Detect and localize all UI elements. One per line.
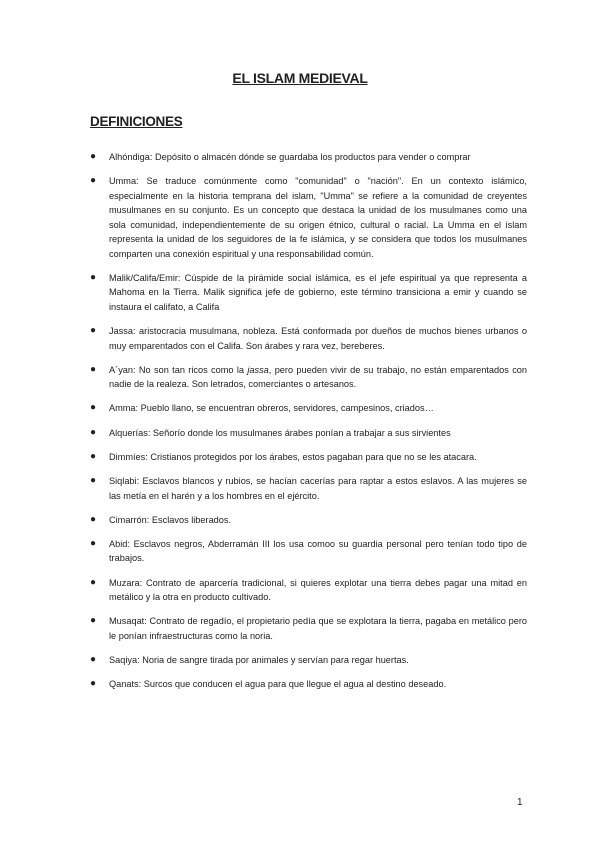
definition-term: A´yan: [109, 364, 136, 375]
bullet-icon: ● [90, 325, 97, 337]
definition-term: Cimarrón: [109, 514, 150, 525]
definition-text: Cristianos protegidos por los árabes, estos pagaban para que no se les atacara. [147, 451, 477, 462]
bullet-icon: ● [90, 450, 97, 462]
bullet-icon: ● [90, 426, 97, 438]
bullet-icon: ● [90, 537, 97, 549]
definition-term: Dimmíes: [109, 451, 148, 462]
definition-item [90, 474, 527, 503]
bullet-icon: ● [90, 363, 97, 375]
definition-item [90, 653, 527, 668]
bullet-icon: ● [90, 576, 97, 588]
definition-text: aristocracia musulmana, nobleza. Está conformada por dueños de muchos bienes urbanos o muy emparentados con el Califa. Son árabes y rara vez, bereberes. [109, 326, 527, 351]
definition-item [90, 614, 527, 643]
definition-term: Alquerías: [109, 427, 151, 438]
definition-text: Contrato de regadío, el propietario pedía que se explotara la tierra, pagaba en metálico pero le ponían infraestructuras como la noria. [109, 616, 527, 641]
definition-term: Musaqat: [109, 616, 147, 627]
definition-text: Cúspide de la pirámide social islámica, es el jefe espiritual ya que representa a Mahoma en la Tierra. Malik significa jefe de gobierno, este término transiciona a emir y cuando se instaura el califato, a Califa [109, 272, 527, 312]
definition-text: Se traduce comúnmente como "comunidad" o "nación". En un contexto islámico, especialmente en la historia temprana del islam, "Umma" se refiere a la comunidad de creyentes musulmanes en su conjunto. Es un concepto que destaca la unidad de los musulmanes como una sola comunidad, independientemente de su origen étnico, cultural o racial. La Umma en el islam representa la unidad de los seguidores de la fe islámica, y se considera que todos los musulmanes comparten una conexión espiritual y una responsabilidad común. [109, 176, 527, 259]
definition-text: Señorío donde los musulmanes árabes ponían a trabajar a sus sirvientes [150, 427, 451, 438]
bullet-icon: ● [90, 151, 97, 162]
bullet-icon: ● [90, 678, 97, 690]
definition-text: Esclavos blancos y rubios, se hacían cacerías para raptar a estos eslavos. A las mujeres se las metía en el harén y a los hombres en el ejército. [109, 476, 527, 501]
definition-text: No son tan ricos como la [135, 364, 248, 375]
definition-term: Abid: [109, 538, 130, 549]
bullet-icon: ● [90, 513, 97, 525]
definition-item [90, 537, 527, 566]
definition-term: Qanats: [109, 679, 142, 690]
definition-text: Contrato de aparcería tradicional, si quieres explotar una tierra debes pagar una mitad en metálico y la otra en producto cultivado. [109, 577, 527, 603]
definition-term: Alhóndiga: [109, 152, 153, 162]
definition-text: Pueblo llano, se encuentran obreros, servidores, campesinos, criados… [138, 403, 434, 414]
definition-term: Umma: [109, 176, 139, 187]
definition-item [90, 174, 527, 261]
definition-text: Esclavos negros, Abderramán III los usa comoo su guardia personal pero tenían todo tipo de trabajos. [109, 538, 527, 564]
definition-item [90, 576, 527, 605]
definition-emphasis: jassa [247, 364, 269, 375]
definition-term: Siqlabi: [109, 476, 140, 486]
bullet-icon: ● [90, 175, 97, 187]
definition-text-continued: , pero pueden vivir de su trabajo, no están emparentados con nadie de la realeza. Son letrados, comerciantes o artesanos. [109, 364, 528, 390]
definition-item [90, 271, 527, 315]
definition-item [90, 677, 527, 692]
definition-text: Surcos que conducen el agua para que llegue el agua al destino deseado. [141, 679, 447, 690]
bullet-icon: ● [90, 402, 97, 414]
definition-item [90, 401, 527, 416]
bullet-icon: ● [90, 615, 97, 627]
definition-term: Malik/Califa/Emir: [109, 272, 181, 283]
definition-term: Saqiya: [109, 654, 140, 665]
definition-text: Noria de sangre tirada por animales y servían para regar huertas. [139, 654, 409, 665]
bullet-icon: ● [90, 475, 97, 486]
bullet-icon: ● [90, 271, 97, 283]
definition-term: Muzara: [109, 577, 143, 588]
definition-term: Amma: [109, 403, 139, 414]
bullet-icon: ● [90, 653, 97, 665]
definition-item [90, 513, 527, 528]
document-title: EL ISLAM MEDIEVAL [232, 70, 368, 86]
page-number: 1 [517, 797, 523, 808]
definition-item [90, 150, 527, 165]
definition-item [90, 426, 527, 441]
definition-item [90, 450, 527, 465]
definition-term: Jassa: [109, 326, 136, 337]
definition-item [90, 324, 527, 353]
definition-text: Depósito o almacén dónde se guardaba los productos para vender o comprar [152, 152, 471, 162]
section-heading: DEFINICIONES [90, 114, 183, 129]
definition-text: Esclavos liberados. [149, 514, 232, 525]
definitions-list [90, 150, 527, 701]
definition-item [90, 363, 527, 392]
